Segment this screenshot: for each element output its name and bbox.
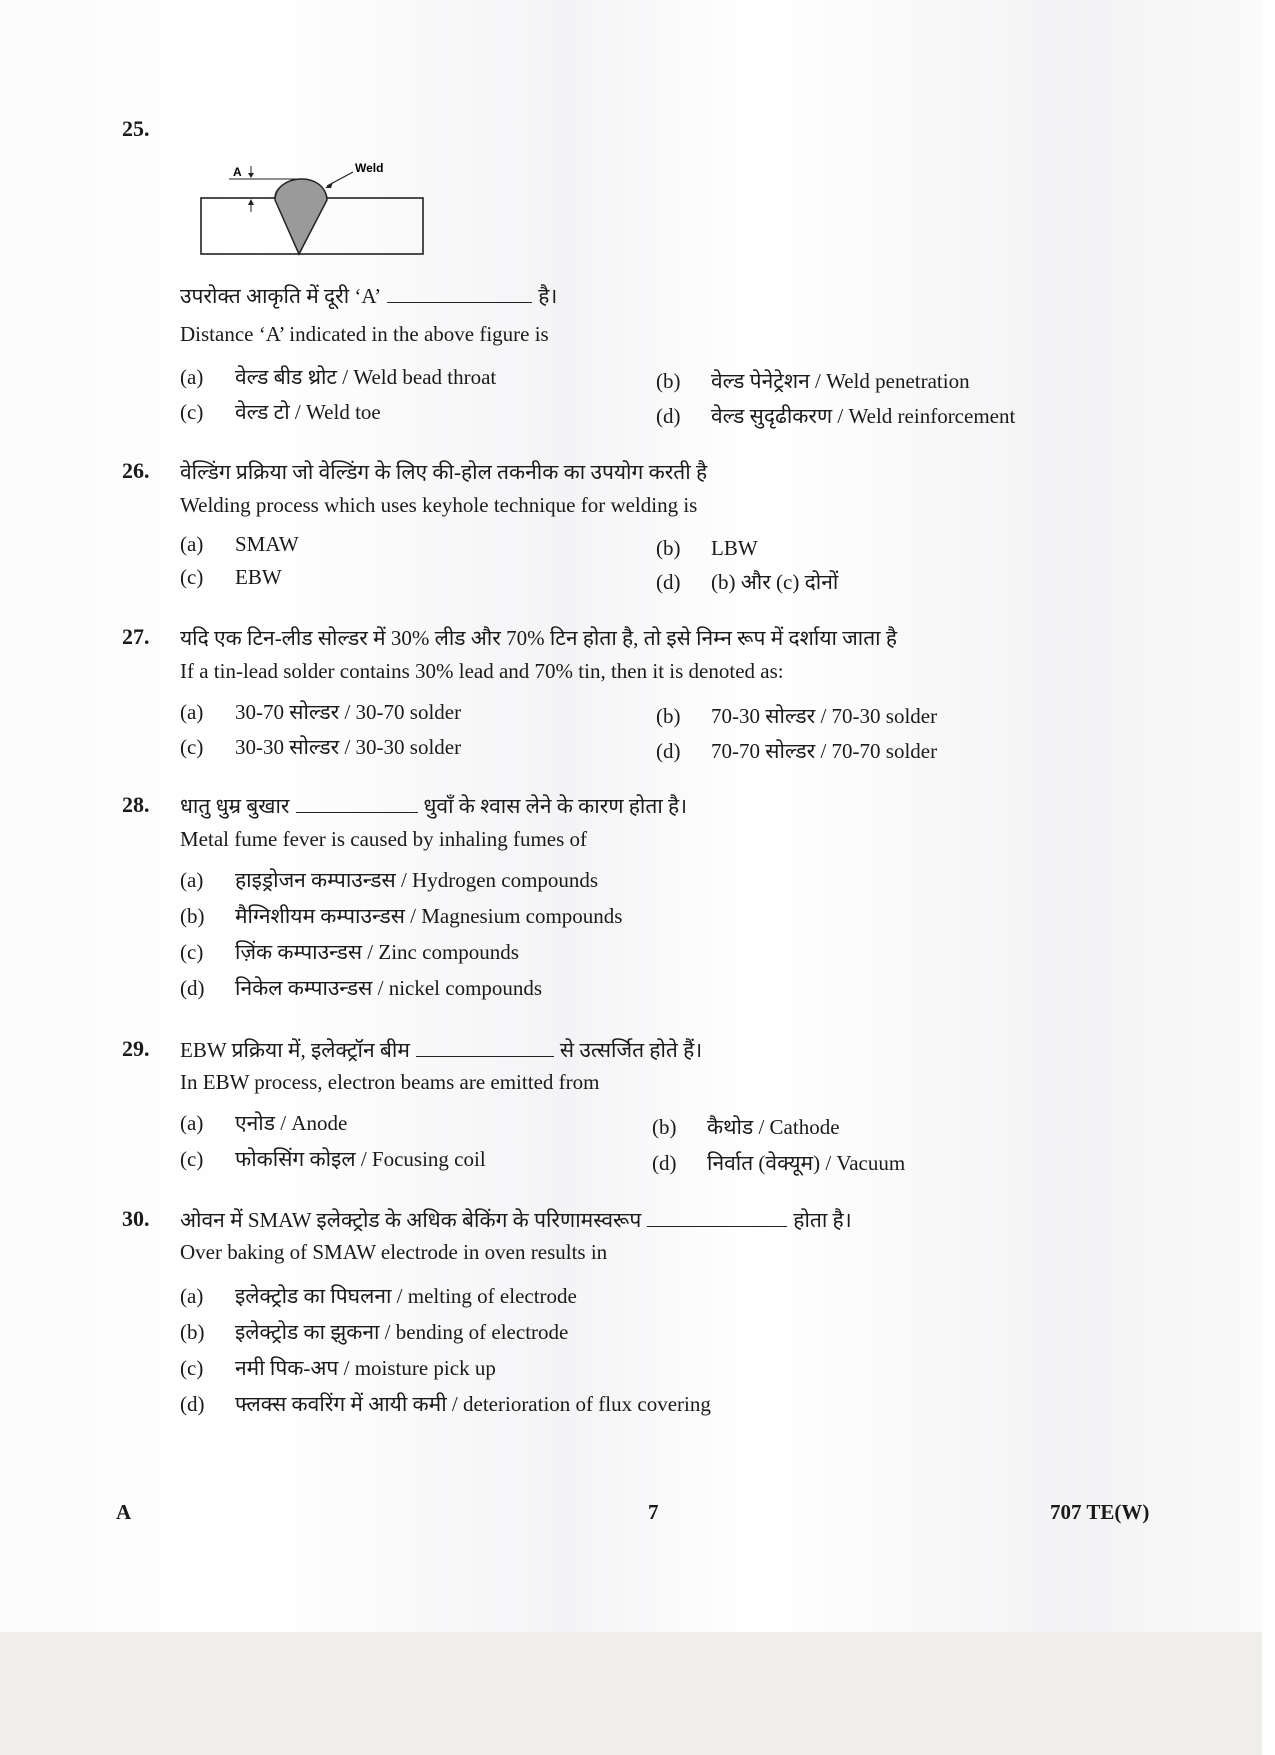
option-b[interactable]: (b) LBW (656, 536, 758, 560)
question-number: 30. (122, 1206, 150, 1231)
figure-label-weld: Weld (355, 161, 384, 175)
question-text-english: Welding process which uses keyhole technique for welding is (180, 493, 698, 517)
answer-blank (647, 1225, 787, 1227)
option-c[interactable]: (c) नमी पिक-अप / moisture pick up (180, 1356, 496, 1380)
option-b[interactable]: (b) 70-30 सोल्डर / 70-30 solder (656, 704, 938, 728)
option-d[interactable]: (d) वेल्ड सुदृढीकरण / Weld reinforcement (656, 404, 1016, 428)
question-number: 26. (122, 458, 150, 483)
option-a[interactable]: (a) 30-70 सोल्डर / 30-70 solder (180, 700, 462, 724)
question-number: 27. (122, 624, 150, 649)
figure-label-a: A (233, 165, 242, 179)
question-text-hindi: धातु धुम्र बुखार धुवाँ के श्वास लेने के कारण होता है। (180, 794, 688, 818)
option-d[interactable]: (d) (b) और (c) दोनों (656, 570, 839, 594)
question-text-english: Metal fume fever is caused by inhaling fumes of (180, 827, 588, 851)
answer-blank (387, 301, 532, 303)
footer-series-code: A (116, 1500, 132, 1524)
question-text-english: In EBW process, electron beams are emitted from (180, 1070, 600, 1094)
answer-blank (296, 811, 418, 813)
question-number: 28. (122, 792, 150, 817)
option-c[interactable]: (c) ज़िंक कम्पाउन्डस / Zinc compounds (180, 940, 519, 964)
option-a[interactable]: (a) SMAW (180, 532, 299, 556)
option-d[interactable]: (d) फ्लक्स कवरिंग में आयी कमी / deterioration of flux covering (180, 1392, 711, 1416)
option-b[interactable]: (b) मैग्निशीयम कम्पाउन्डस / Magnesium compounds (180, 904, 623, 928)
option-a[interactable]: (a) इलेक्ट्रोड का पिघलना / melting of electrode (180, 1284, 577, 1308)
question-text-english: If a tin-lead solder contains 30% lead and 70% tin, then it is denoted as: (180, 659, 784, 683)
option-c[interactable]: (c) 30-30 सोल्डर / 30-30 solder (180, 735, 462, 759)
option-a[interactable]: (a) हाइड्रोजन कम्पाउन्डस / Hydrogen compounds (180, 868, 599, 892)
footer-page-number: 7 (648, 1500, 659, 1524)
option-c[interactable]: (c) फोकसिंग कोइल / Focusing coil (180, 1147, 486, 1171)
option-d[interactable]: (d) 70-70 सोल्डर / 70-70 solder (656, 739, 938, 763)
option-a[interactable]: (a) एनोड / Anode (180, 1111, 348, 1135)
option-d[interactable]: (d) निर्वात (वेक्यूम) / Vacuum (652, 1151, 906, 1175)
question-text-hindi: यदि एक टिन-लीड सोल्डर में 30% लीड और 70% टिन होता है, तो इसे निम्न रूप में दर्शाया जाता है (180, 626, 898, 650)
question-number: 25. (122, 116, 150, 141)
option-c[interactable]: (c) EBW (180, 565, 282, 589)
option-b[interactable]: (b) इलेक्ट्रोड का झुकना / bending of electrode (180, 1320, 569, 1344)
scan-bottom-strip (0, 1632, 1262, 1755)
answer-blank (416, 1055, 554, 1057)
option-b[interactable]: (b) कैथोड / Cathode (652, 1115, 840, 1139)
question-text-english: Distance ‘A’ indicated in the above figure is (180, 322, 549, 346)
footer-paper-code: 707 TE(W) (1050, 1500, 1150, 1524)
option-d[interactable]: (d) निकेल कम्पाउन्डस / nickel compounds (180, 976, 543, 1000)
question-text-english: Over baking of SMAW electrode in oven results in (180, 1240, 608, 1264)
question-text-hindi: EBW प्रक्रिया में, इलेक्ट्रॉन बीम से उत्सर्जित होते हैं। (180, 1038, 703, 1062)
weld-figure (195, 160, 435, 260)
question-text-hindi: वेल्डिंग प्रक्रिया जो वेल्डिंग के लिए की-होल तकनीक का उपयोग करती है (180, 460, 708, 484)
scan-right-edge (1262, 0, 1275, 1755)
question-text-hindi: ओवन में SMAW इलेक्ट्रोड के अधिक बेकिंग के परिणामस्वरूप होता है। (180, 1208, 852, 1232)
question-number: 29. (122, 1036, 150, 1061)
option-a[interactable]: (a) वेल्ड बीड थ्रोट / Weld bead throat (180, 365, 497, 389)
option-b[interactable]: (b) वेल्ड पेनेट्रेशन / Weld penetration (656, 369, 970, 393)
option-c[interactable]: (c) वेल्ड टो / Weld toe (180, 400, 381, 424)
question-text-hindi: उपरोक्त आकृति में दूरी ‘A’ है। (180, 284, 558, 308)
